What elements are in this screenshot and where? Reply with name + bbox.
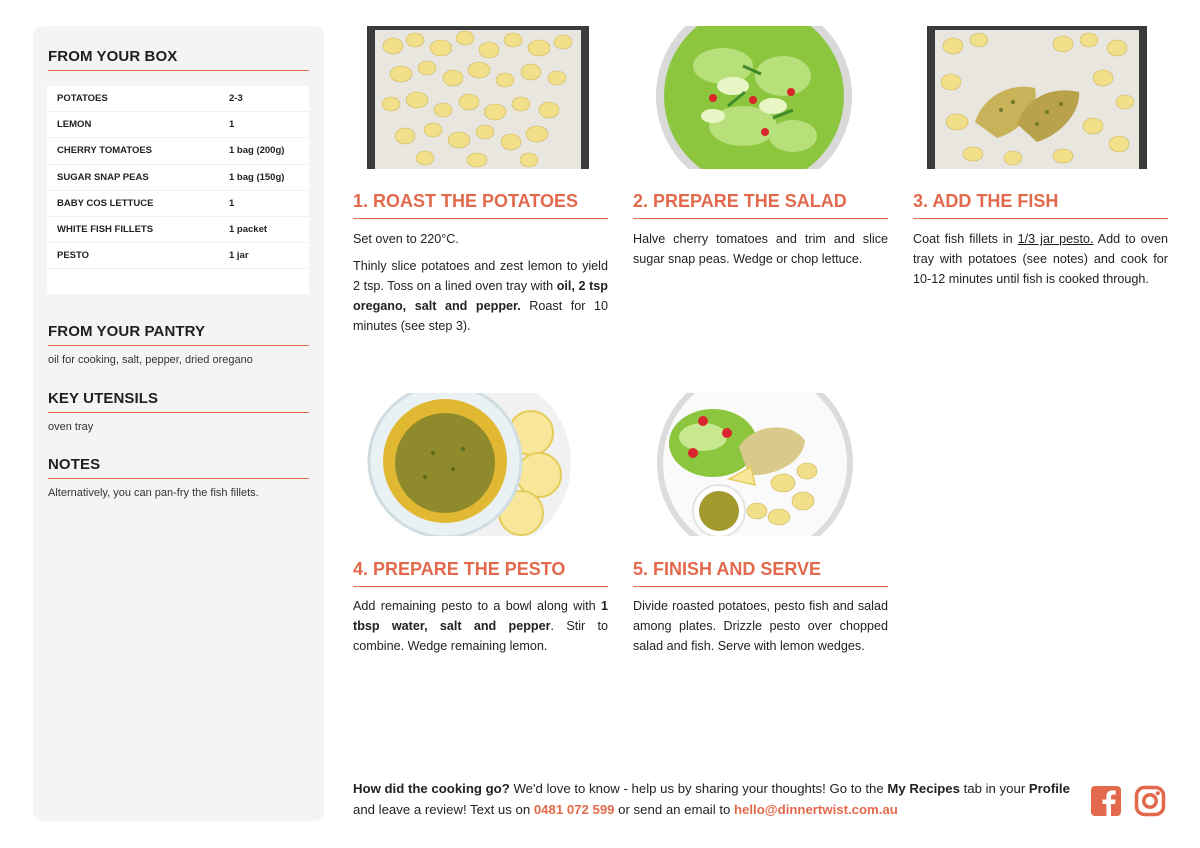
text-run: or send an email to — [614, 802, 734, 817]
ingredient-row — [47, 217, 309, 243]
ingredient-name: CHERRY TOMATOES — [57, 145, 153, 157]
pantry-text: oil for cooking, salt, pepper, dried oregano — [48, 354, 253, 366]
step-4 — [353, 393, 608, 693]
ingredient-qty: 1 bag (150g) — [229, 171, 285, 183]
step-4-text — [353, 596, 608, 656]
notes-text: Alternatively, you can pan-fry the fish fillets. — [48, 487, 259, 499]
step-3-title: 3. ADD THE FISH — [913, 191, 1168, 219]
email-link[interactable]: hello@dinnertwist.com.au — [734, 802, 898, 817]
step-1-text: Set oven to 220°C. — [353, 232, 459, 246]
from-box-heading: FROM YOUR BOX — [48, 48, 309, 71]
text-run: Add to oven tray with potatoes (see notes) and cook for 10-12 minutes until fish is cooked through. — [913, 232, 1168, 286]
text-run: We'd love to know - help us by sharing your thoughts! Go to the — [509, 781, 888, 796]
facebook-icon[interactable] — [1090, 785, 1122, 817]
text-run: . Stir to combine. Wedge remaining lemon. — [353, 619, 608, 653]
ingredient-qty: 1 jar — [229, 250, 249, 262]
step-2 — [633, 26, 888, 346]
ingredient-qty: 2-3 — [229, 93, 243, 105]
profile-label: Profile — [1028, 781, 1070, 796]
ingredient-row — [47, 86, 309, 112]
ingredients-panel — [33, 26, 324, 821]
text-run: Roast for 10 minutes (see step 3). — [353, 299, 608, 333]
text-run: Coat fish fillets in — [913, 232, 1018, 246]
my-recipes-label: My Recipes — [887, 781, 960, 796]
step-4-photo — [353, 393, 608, 536]
ingredient-name: PESTO — [57, 250, 90, 262]
step-5 — [633, 393, 888, 693]
step-4-instructions — [353, 596, 608, 663]
underlined-run: 1/3 jar pesto. — [1017, 232, 1094, 246]
text-run: tab in your — [959, 781, 1029, 796]
feedback-footer — [353, 778, 1073, 820]
step-2-instructions — [633, 229, 888, 276]
step-3-photo — [913, 26, 1168, 169]
ingredients-table — [47, 86, 309, 294]
ingredient-row — [47, 112, 309, 138]
instagram-icon[interactable] — [1134, 785, 1166, 817]
ingredient-name: BABY COS LETTUCE — [57, 197, 154, 209]
step-1-photo — [353, 26, 608, 169]
ingredient-row — [47, 165, 309, 191]
step-5-title: 5. FINISH AND SERVE — [633, 559, 888, 587]
step-1-text — [353, 256, 608, 336]
step-5-instructions — [633, 596, 888, 663]
utensils-heading: KEY UTENSILS — [48, 390, 309, 413]
ingredient-qty: 1 — [229, 197, 235, 209]
step-4-title: 4. PREPARE THE PESTO — [353, 559, 608, 587]
ingredient-name: SUGAR SNAP PEAS — [57, 171, 149, 183]
ingredient-row — [47, 243, 309, 269]
step-1-title: 1. ROAST THE POTATOES — [353, 191, 608, 219]
phone-link[interactable]: 0481 072 599 — [533, 802, 615, 817]
step-2-photo — [633, 26, 888, 169]
ingredient-name: WHITE FISH FILLETS — [57, 224, 154, 236]
ingredient-row — [47, 138, 309, 164]
text-run: and leave a review! Text us on — [353, 802, 534, 817]
ingredient-row — [47, 191, 309, 217]
step-3-instructions — [913, 229, 1168, 296]
text-run: Thinly slice potatoes and zest lemon to yield 2 tsp. Toss on a lined oven tray with — [353, 259, 608, 293]
step-3-text — [913, 229, 1168, 289]
feedback-question: How did the cooking go? — [353, 781, 510, 796]
step-1 — [353, 26, 608, 346]
step-2-text: Halve cherry tomatoes and trim and slice sugar snap peas. Wedge or chop lettuce. — [633, 232, 888, 266]
ingredient-qty: 1 — [229, 119, 235, 131]
step-5-photo — [633, 393, 888, 536]
text-run: Add remaining pesto to a bowl along with — [353, 599, 601, 613]
bold-run: oil, 2 tsp oregano, salt and pepper. — [353, 279, 608, 313]
ingredient-name: LEMON — [57, 119, 92, 131]
step-5-text: Divide roasted potatoes, pesto fish and salad among plates. Drizzle pesto over chopped salad and fish. Serve with lemon wedges. — [633, 599, 888, 653]
ingredient-name: POTATOES — [57, 93, 108, 105]
bold-run: 1 tbsp water, salt and pepper — [353, 599, 608, 633]
ingredient-qty: 1 packet — [229, 224, 268, 236]
notes-heading: NOTES — [48, 456, 309, 479]
pantry-heading: FROM YOUR PANTRY — [48, 323, 309, 346]
ingredient-qty: 1 bag (200g) — [229, 145, 285, 157]
step-3 — [913, 26, 1168, 346]
utensils-text: oven tray — [48, 421, 94, 433]
step-1-instructions — [353, 229, 608, 343]
step-2-title: 2. PREPARE THE SALAD — [633, 191, 888, 219]
